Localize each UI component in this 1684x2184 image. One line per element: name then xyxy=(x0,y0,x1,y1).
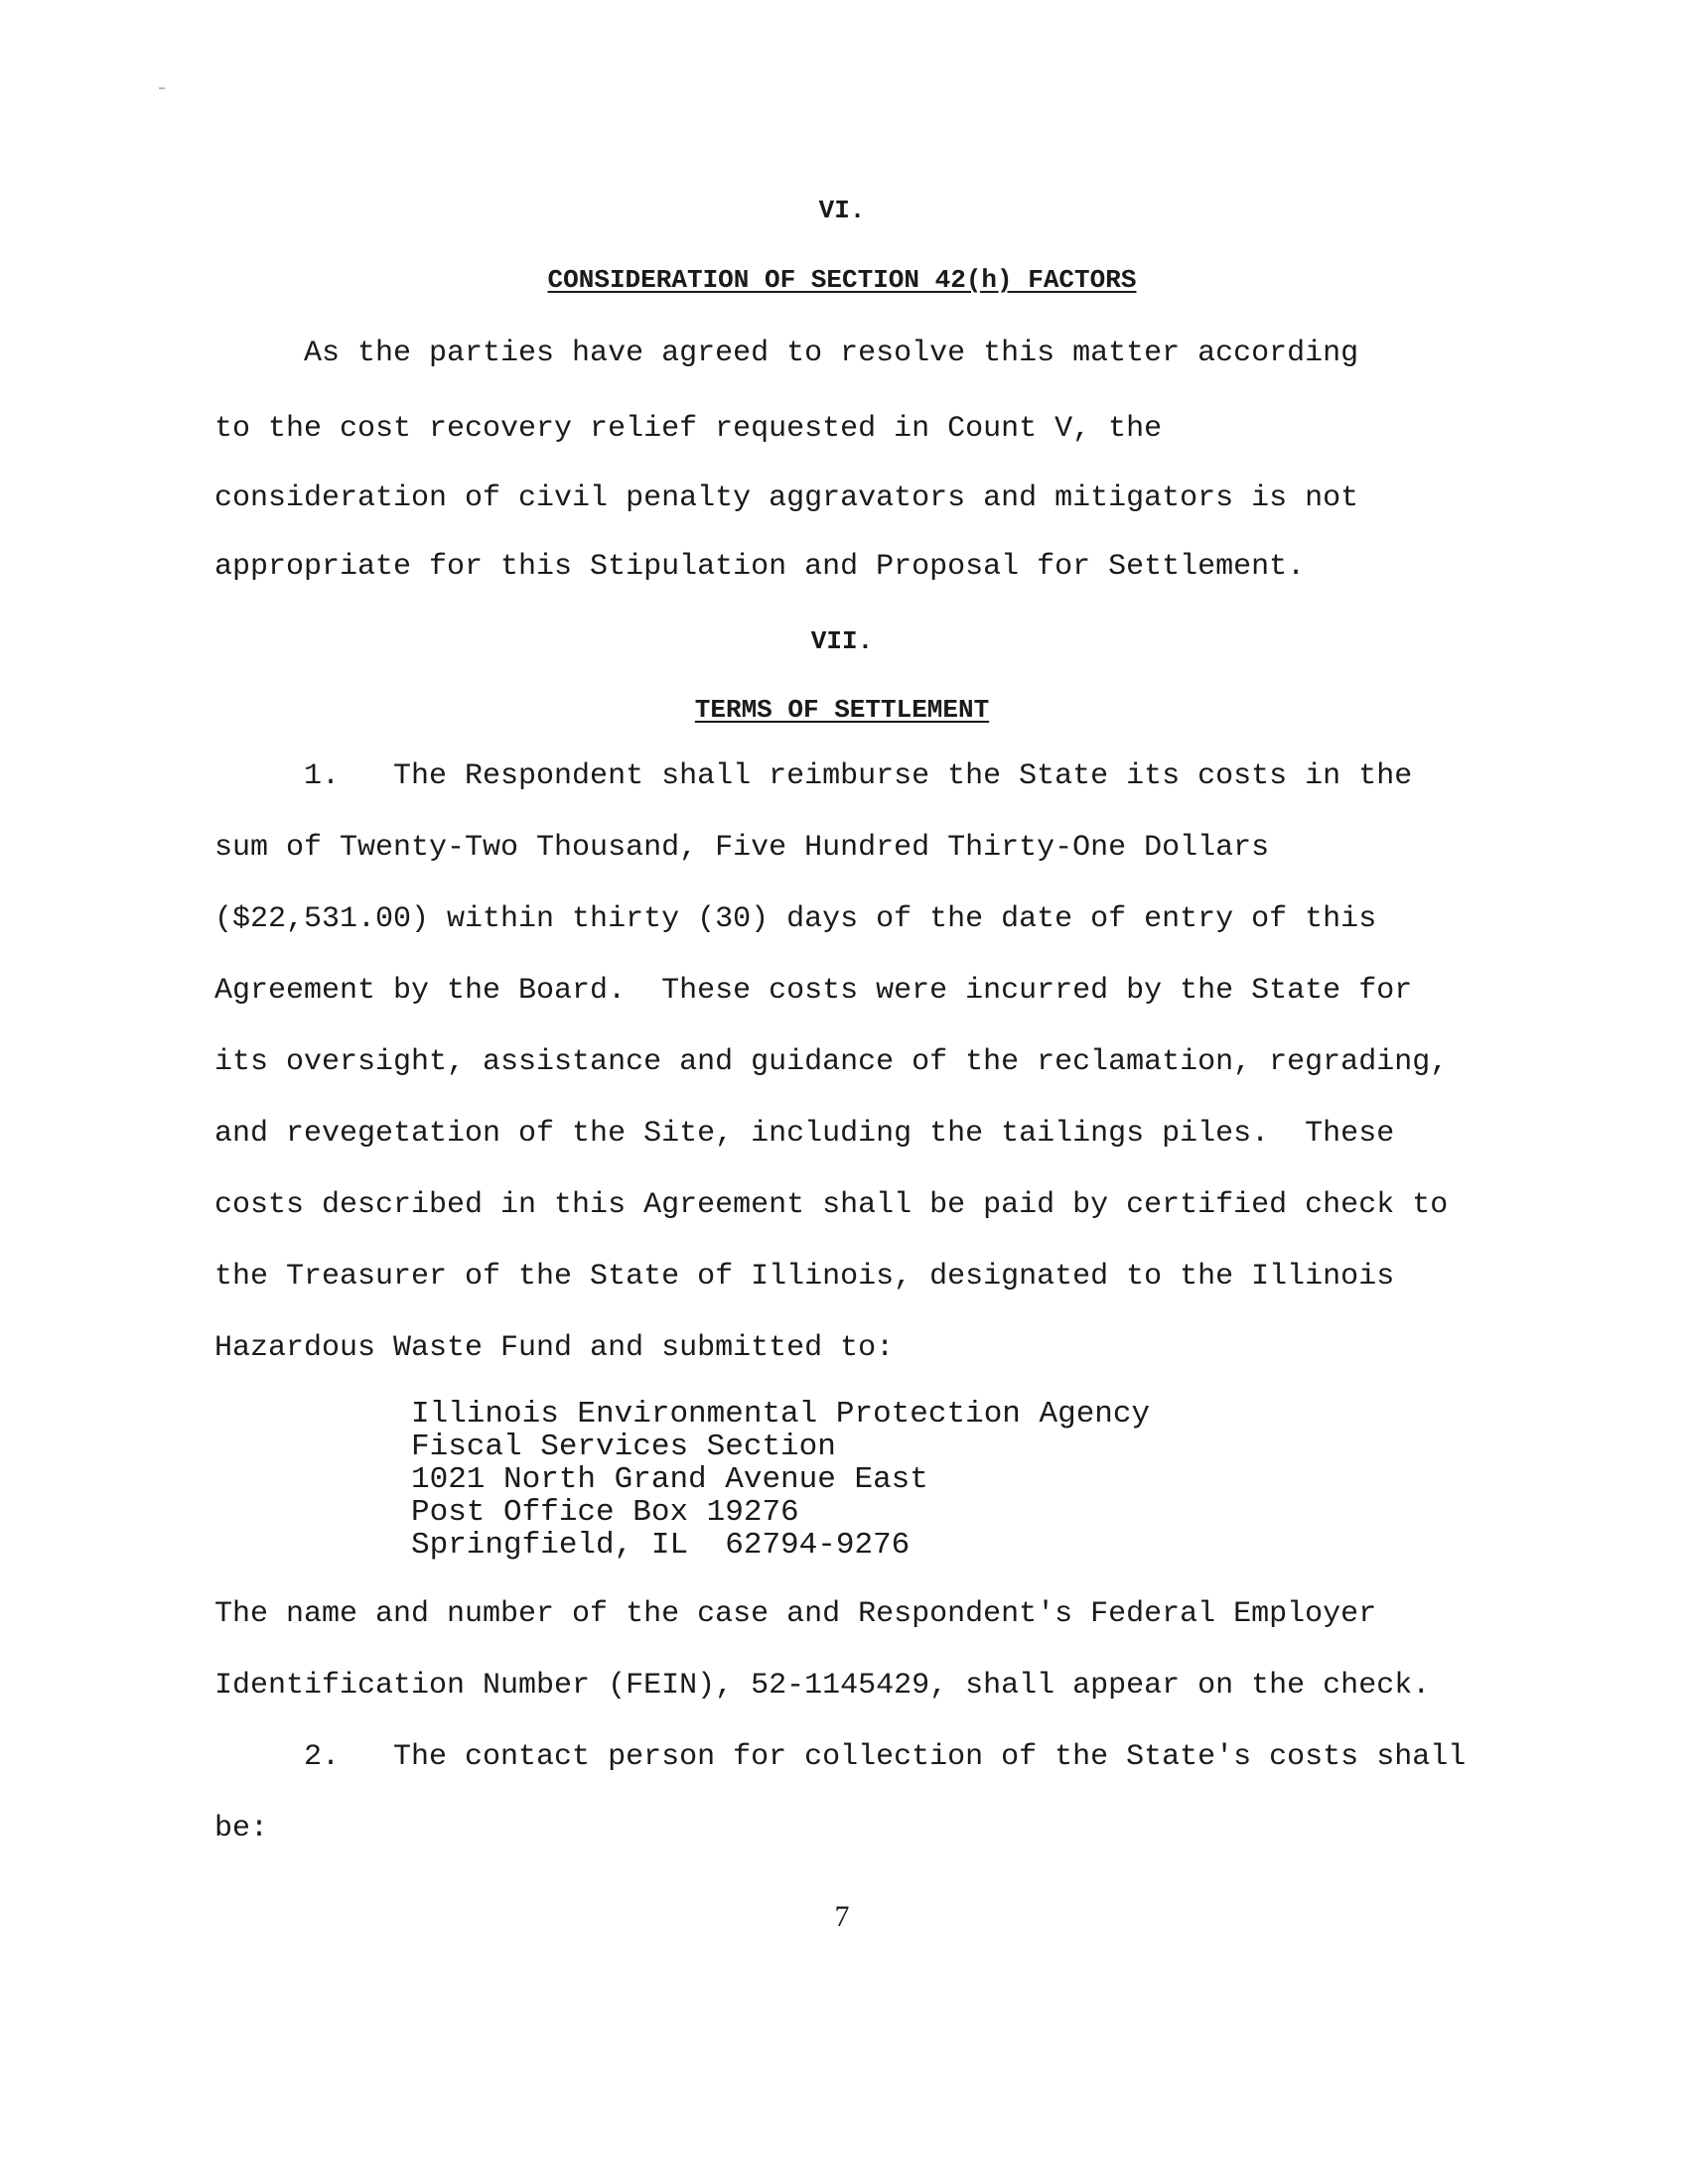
address-line: Springfield, IL 62794-9276 xyxy=(411,1528,911,1563)
para1-line: Agreement by the Board. These costs were incurred by the State for xyxy=(214,974,1413,1008)
section-vi-line: to the cost recovery relief requested in Count V, the xyxy=(214,412,1163,446)
para1-line: costs described in this Agreement shall be paid by certified check to xyxy=(214,1188,1449,1222)
para1-line: and revegetation of the Site, including the tailings piles. These xyxy=(214,1117,1395,1151)
page-number: 7 xyxy=(834,1900,850,1933)
scan-speck xyxy=(159,87,165,89)
section-vi-heading: CONSIDERATION OF SECTION 42(h) FACTORS xyxy=(547,265,1137,295)
address-line: Illinois Environmental Protection Agency xyxy=(411,1397,1151,1432)
section-vi-line: As the parties have agreed to resolve this matter according xyxy=(214,337,1359,370)
section-vi-numeral: VI. xyxy=(818,196,866,225)
fein-line: The name and number of the case and Respondent's Federal Employer xyxy=(214,1597,1377,1631)
para1-line: ($22,531.00) within thirty (30) days of the date of entry of this xyxy=(214,902,1377,936)
para1-line: the Treasurer of the State of Illinois, designated to the Illinois xyxy=(214,1260,1395,1294)
fein-line: Identification Number (FEIN), 52-1145429, shall appear on the check. xyxy=(214,1669,1431,1703)
address-line: 1021 North Grand Avenue East xyxy=(411,1462,928,1497)
para2-line: 2. The contact person for collection of the State's costs shall xyxy=(214,1740,1467,1774)
section-vii-heading: TERMS OF SETTLEMENT xyxy=(694,695,990,725)
section-vi-line: consideration of civil penalty aggravators and mitigators is not xyxy=(214,481,1359,515)
para1-line: Hazardous Waste Fund and submitted to: xyxy=(214,1331,895,1365)
address-line: Post Office Box 19276 xyxy=(411,1495,799,1530)
section-vi-line: appropriate for this Stipulation and Proposal for Settlement. xyxy=(214,550,1306,584)
para1-line: sum of Twenty-Two Thousand, Five Hundred Thirty-One Dollars xyxy=(214,831,1270,865)
para1-line: its oversight, assistance and guidance of the reclamation, regrading, xyxy=(214,1045,1449,1079)
para2-line: be: xyxy=(214,1812,269,1845)
section-vii-numeral: VII. xyxy=(810,626,874,656)
address-line: Fiscal Services Section xyxy=(411,1430,836,1464)
para1-line: 1. The Respondent shall reimburse the State its costs in the xyxy=(214,759,1413,793)
